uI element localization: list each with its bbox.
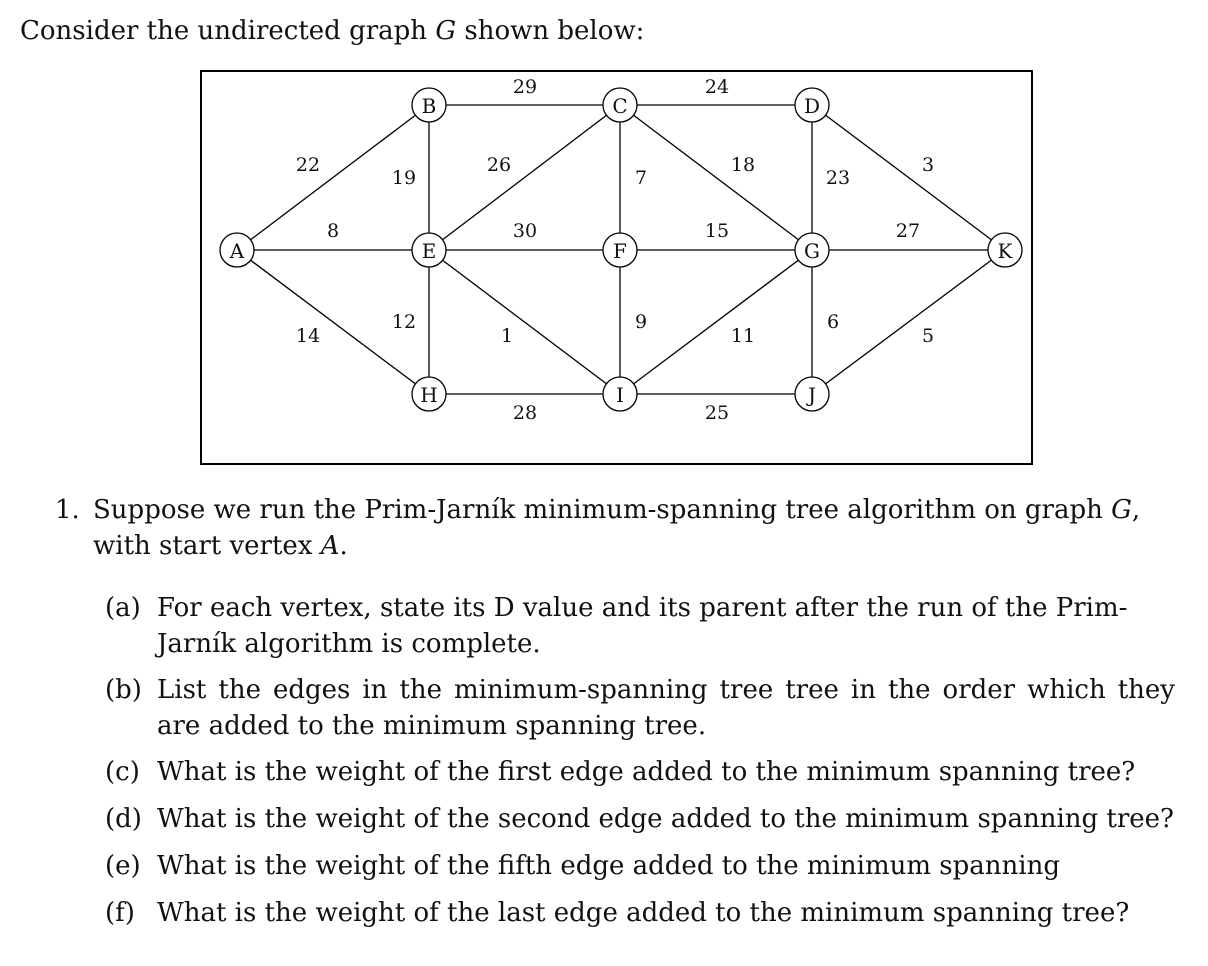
- part-label: (a): [105, 593, 141, 623]
- graph-figure: [0, 0, 1208, 480]
- edge-e-i: [429, 250, 620, 394]
- node-c: [603, 88, 637, 122]
- part-label: (c): [105, 757, 140, 787]
- part-label: (b): [105, 675, 142, 705]
- edge-weight-b-c: 29: [512, 76, 538, 98]
- node-g: [795, 233, 829, 267]
- edge-weight-g-k: 27: [895, 220, 921, 242]
- edge-weight-c-d: 24: [704, 76, 730, 98]
- question-part-a: [105, 590, 1175, 662]
- node-i: [603, 377, 637, 411]
- node-label: H: [420, 383, 438, 407]
- question-graph-var: G: [1111, 495, 1132, 525]
- node-label: J: [807, 383, 817, 407]
- edge-weight-c-g: 18: [730, 154, 756, 176]
- edge-weight-d-k: 3: [921, 154, 935, 176]
- part-label: (e): [105, 851, 141, 881]
- edge-weight-e-i: 1: [500, 325, 514, 347]
- question-part-f: [105, 895, 1175, 931]
- question-text-end: .: [339, 531, 348, 561]
- part-label: (f): [105, 898, 135, 928]
- node-b: [412, 88, 446, 122]
- node-label: D: [803, 94, 821, 118]
- edge-weight-b-e: 19: [391, 167, 417, 189]
- part-text: What is the weight of the last edge added to the minimum spanning tree?: [157, 898, 1130, 928]
- edge-weight-i-j: 25: [704, 402, 730, 424]
- intro-graph-var: G: [435, 16, 457, 46]
- part-text: What is the weight of the fifth edge added to the minimum spanning: [157, 851, 1060, 881]
- edge-weight-g-j: 6: [826, 311, 840, 333]
- intro-text-before: Consider the undirected graph: [20, 16, 436, 46]
- node-f: [603, 233, 637, 267]
- question-1: [55, 492, 1175, 564]
- node-k: [988, 233, 1022, 267]
- node-d: [795, 88, 829, 122]
- question-parts: [105, 590, 1175, 931]
- node-label: F: [613, 239, 627, 263]
- edge-weight-c-f: 7: [634, 167, 648, 189]
- node-e: [412, 233, 446, 267]
- part-text: What is the weight of the second edge added to the minimum spanning tree?: [157, 804, 1174, 834]
- question-part-e: [105, 848, 1175, 884]
- edge-weight-f-g: 15: [704, 220, 730, 242]
- edge-weight-h-i: 28: [512, 402, 538, 424]
- question-start-var: A: [320, 531, 340, 561]
- node-label: A: [229, 239, 245, 263]
- edge-weight-a-e: 8: [326, 220, 340, 242]
- part-text: What is the weight of the first edge added to the minimum spanning tree?: [157, 757, 1136, 787]
- question-text: [93, 492, 1175, 564]
- question-text-before: Suppose we run the Prim-Jarník minimum-spanning tree algorithm on graph: [93, 495, 1112, 525]
- part-label: (d): [105, 804, 142, 834]
- edge-weight-e-c: 26: [486, 154, 512, 176]
- edge-j-k: [812, 250, 1005, 394]
- node-label: I: [616, 383, 624, 407]
- question-text-mid: , with start vertex: [93, 495, 1141, 561]
- node-label: B: [421, 94, 437, 118]
- edge-weight-d-g: 23: [825, 167, 851, 189]
- node-label: K: [997, 239, 1013, 263]
- node-a: [220, 233, 254, 267]
- edge-weight-e-f: 30: [512, 220, 538, 242]
- edge-i-g: [620, 250, 812, 394]
- edge-weight-a-h: 14: [295, 325, 321, 347]
- node-label: G: [804, 239, 820, 263]
- question-part-c: [105, 754, 1175, 790]
- edge-weight-e-h: 12: [391, 311, 417, 333]
- node-label: E: [421, 239, 437, 263]
- intro-text-after: shown below:: [456, 16, 645, 46]
- edge-weight-i-g: 11: [730, 325, 756, 347]
- question-part-d: [105, 801, 1175, 837]
- node-label: C: [612, 94, 628, 118]
- edge-weight-a-b: 22: [295, 154, 321, 176]
- question-part-b: [105, 672, 1175, 744]
- node-h: [412, 377, 446, 411]
- edge-weight-f-i: 9: [634, 311, 648, 333]
- question-number: 1.: [55, 495, 80, 525]
- node-j: [795, 377, 829, 411]
- part-text: List the edges in the minimum-spanning tree tree in the order which they are added to the minimum spanning tree.: [157, 675, 1175, 741]
- edge-weight-j-k: 5: [921, 325, 935, 347]
- part-text: For each vertex, state its D value and its parent after the run of the Prim-Jarník algorithm is complete.: [157, 593, 1128, 659]
